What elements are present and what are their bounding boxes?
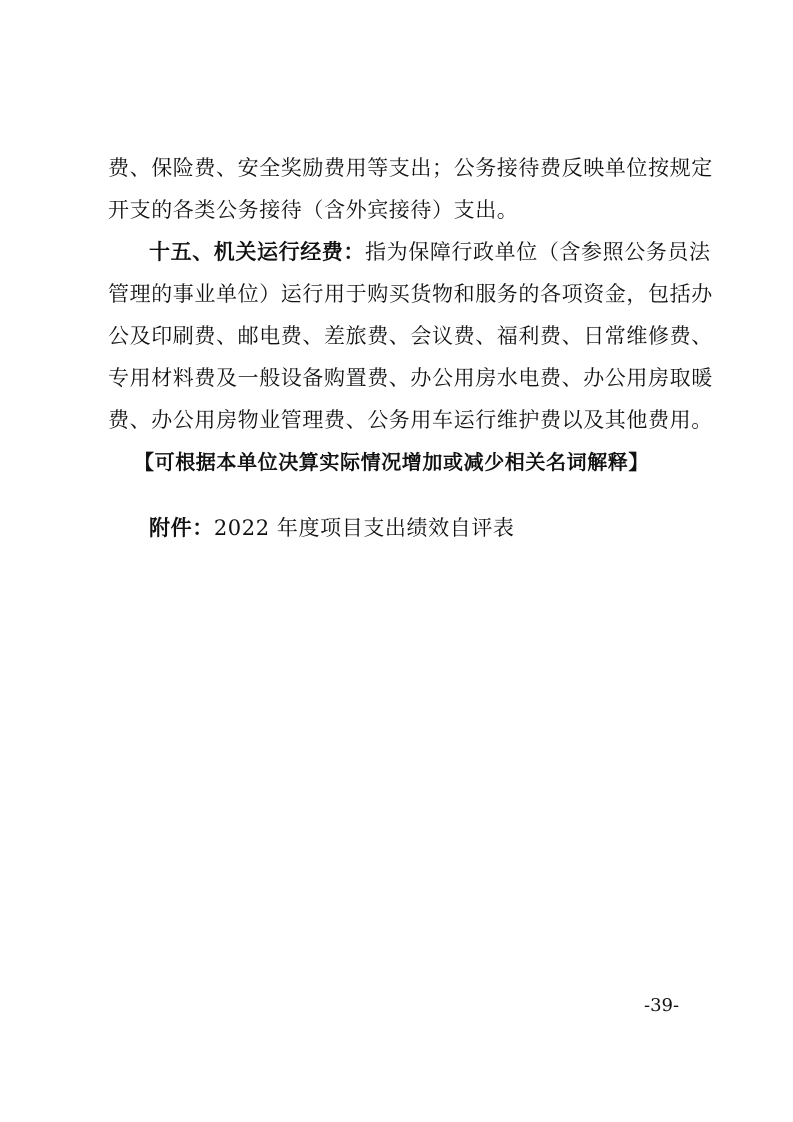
page-number: -39- — [644, 995, 680, 1016]
section-15-heading: 十五、机关运行经费 — [149, 239, 344, 264]
section-15-first-line — [149, 236, 711, 268]
attachment-line — [149, 512, 515, 544]
attachment-title: 2022 年度项目支出绩效自评表 — [213, 516, 515, 540]
body-text-line: 公及印刷费、邮电费、差旅费、会议费、福利费、日常维修费、 — [108, 324, 713, 348]
section-15-text: 指为保障行政单位（含参照公务员法 — [365, 240, 711, 264]
editorial-note: 【可根据本单位决算实际情况增加或减少相关名词解释】 — [134, 450, 649, 474]
body-text-line: 费、办公用房物业管理费、公务用车运行维护费以及其他费用。 — [108, 408, 713, 432]
body-text-line: 专用材料费及一般设备购置费、办公用房水电费、办公用房取暖 — [108, 366, 713, 390]
body-text-line: 开支的各类公务接待（含外宾接待）支出。 — [108, 198, 519, 222]
section-15-colon: ： — [343, 239, 366, 264]
body-text-line: 费、保险费、安全奖励费用等支出；公务接待费反映单位按规定 — [108, 156, 713, 180]
body-text-line: 管理的事业单位）运行用于购买货物和服务的各项资金，包括办 — [108, 282, 713, 306]
attachment-label: 附件： — [149, 515, 214, 540]
